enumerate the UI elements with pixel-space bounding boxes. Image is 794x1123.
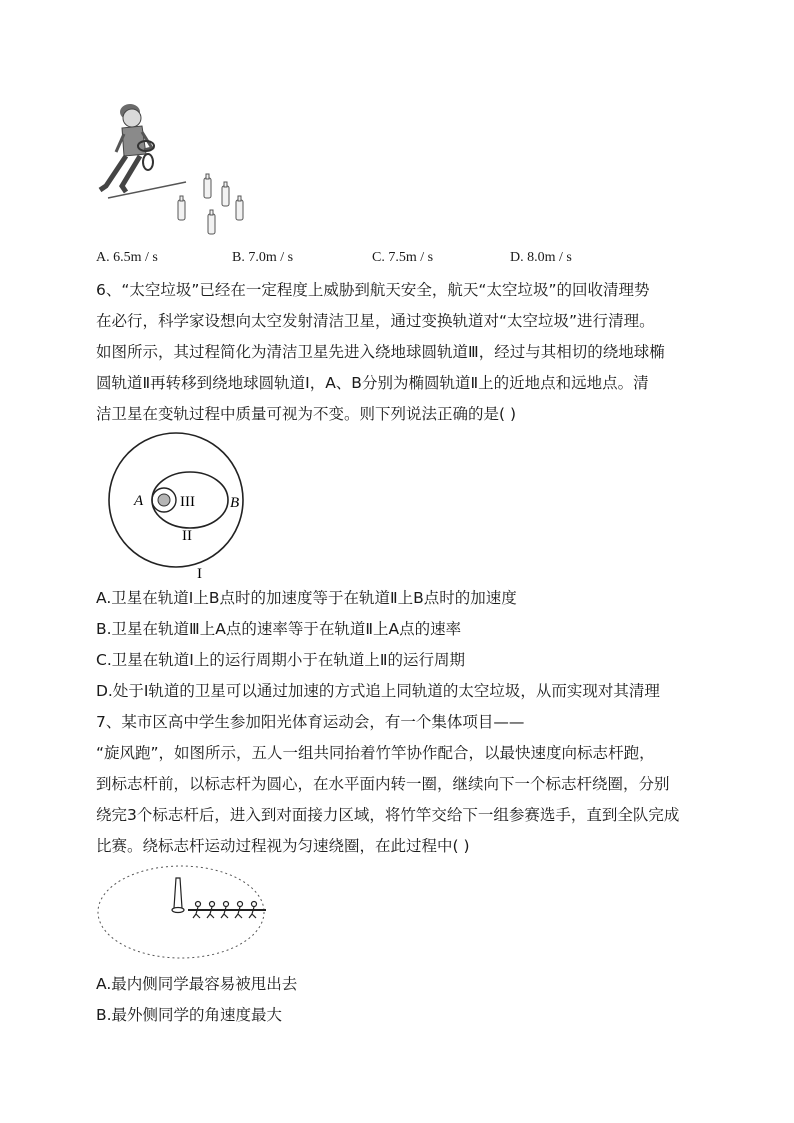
q5-option-c: C. 7.5m / s <box>372 250 434 265</box>
q7-stem-line-4: 绕完3个标志杆后，进入到对面接力区域，将竹竿交给下一组参赛选手，直到全队完成 <box>96 806 680 824</box>
label-a: A <box>134 493 144 509</box>
q6-stem-line-4: 圆轨道Ⅱ再转移到绕地球圆轨道Ⅰ，A、B分别为椭圆轨道Ⅱ上的近地点和远地点。清 <box>96 374 649 392</box>
marker-pole <box>172 878 184 913</box>
q7-option-b: B.最外侧同学的角速度最大 <box>96 1006 283 1024</box>
q7-stem-line-5: 比赛。绕标志杆运动过程视为匀速绕圈，在此过程中( ) <box>96 837 470 855</box>
label-orbit-ii: II <box>182 528 192 544</box>
boy-illustration <box>100 104 152 192</box>
q6-option-b: B.卫星在轨道Ⅲ上A点的速率等于在轨道Ⅱ上A点的速率 <box>96 620 462 638</box>
q6-stem-line-3: 如图所示，其过程简化为清洁卫星先进入绕地球圆轨道Ⅲ，经过与其相切的绕地球椭 <box>96 343 665 361</box>
earth-icon <box>158 494 170 506</box>
q6-option-a: A.卫星在轨道Ⅰ上B点时的加速度等于在轨道Ⅱ上B点时的加速度 <box>96 589 517 607</box>
q5-option-a: A. 6.5m / s <box>96 250 158 265</box>
ring-toss-figure <box>96 96 256 241</box>
q6-option-d: D.处于Ⅰ轨道的卫星可以通过加速的方式追上同轨道的太空垃圾，从而实现对其清理 <box>96 682 660 700</box>
q6-stem-line-5: 洁卫星在变轨过程中质量可视为不变。则下列说法正确的是( ) <box>96 405 517 423</box>
throw-line <box>108 182 186 198</box>
q7-stem-line-2: “旋风跑”，如图所示，五人一组共同抬着竹竿协作配合，以最快速度向标志杆跑， <box>96 744 655 762</box>
q5-option-d: D. 8.0m / s <box>510 250 572 265</box>
label-orbit-i: I <box>197 566 202 582</box>
q6-stem-line-1: 6、“太空垃圾”已经在一定程度上威胁到航天安全，航天“太空垃圾”的回收清理势 <box>96 281 650 299</box>
bottles <box>178 174 243 234</box>
q7-stem-line-3: 到标志杆前，以标志杆为圆心，在水平面内转一圈，继续向下一个标志杆绕圈，分别 <box>96 775 670 793</box>
label-b: B <box>230 495 240 511</box>
orbit-figure <box>92 430 262 582</box>
label-orbit-iii: III <box>180 494 195 510</box>
q5-option-b: B. 7.0m / s <box>232 250 294 265</box>
ring-thrown <box>143 154 153 170</box>
q7-stem-line-1: 7、某市区高中学生参加阳光体育运动会，有一个集体项目—— <box>96 713 525 731</box>
q6-stem-line-2: 在必行，科学家设想向太空发射清洁卫星，通过变换轨道对“太空垃圾”进行清理。 <box>96 312 655 330</box>
q7-option-a: A.最内侧同学最容易被甩出去 <box>96 975 298 993</box>
q6-option-c: C.卫星在轨道Ⅰ上的运行周期小于在轨道上Ⅱ的运行周期 <box>96 651 465 669</box>
whirlwind-run-figure <box>96 862 276 962</box>
